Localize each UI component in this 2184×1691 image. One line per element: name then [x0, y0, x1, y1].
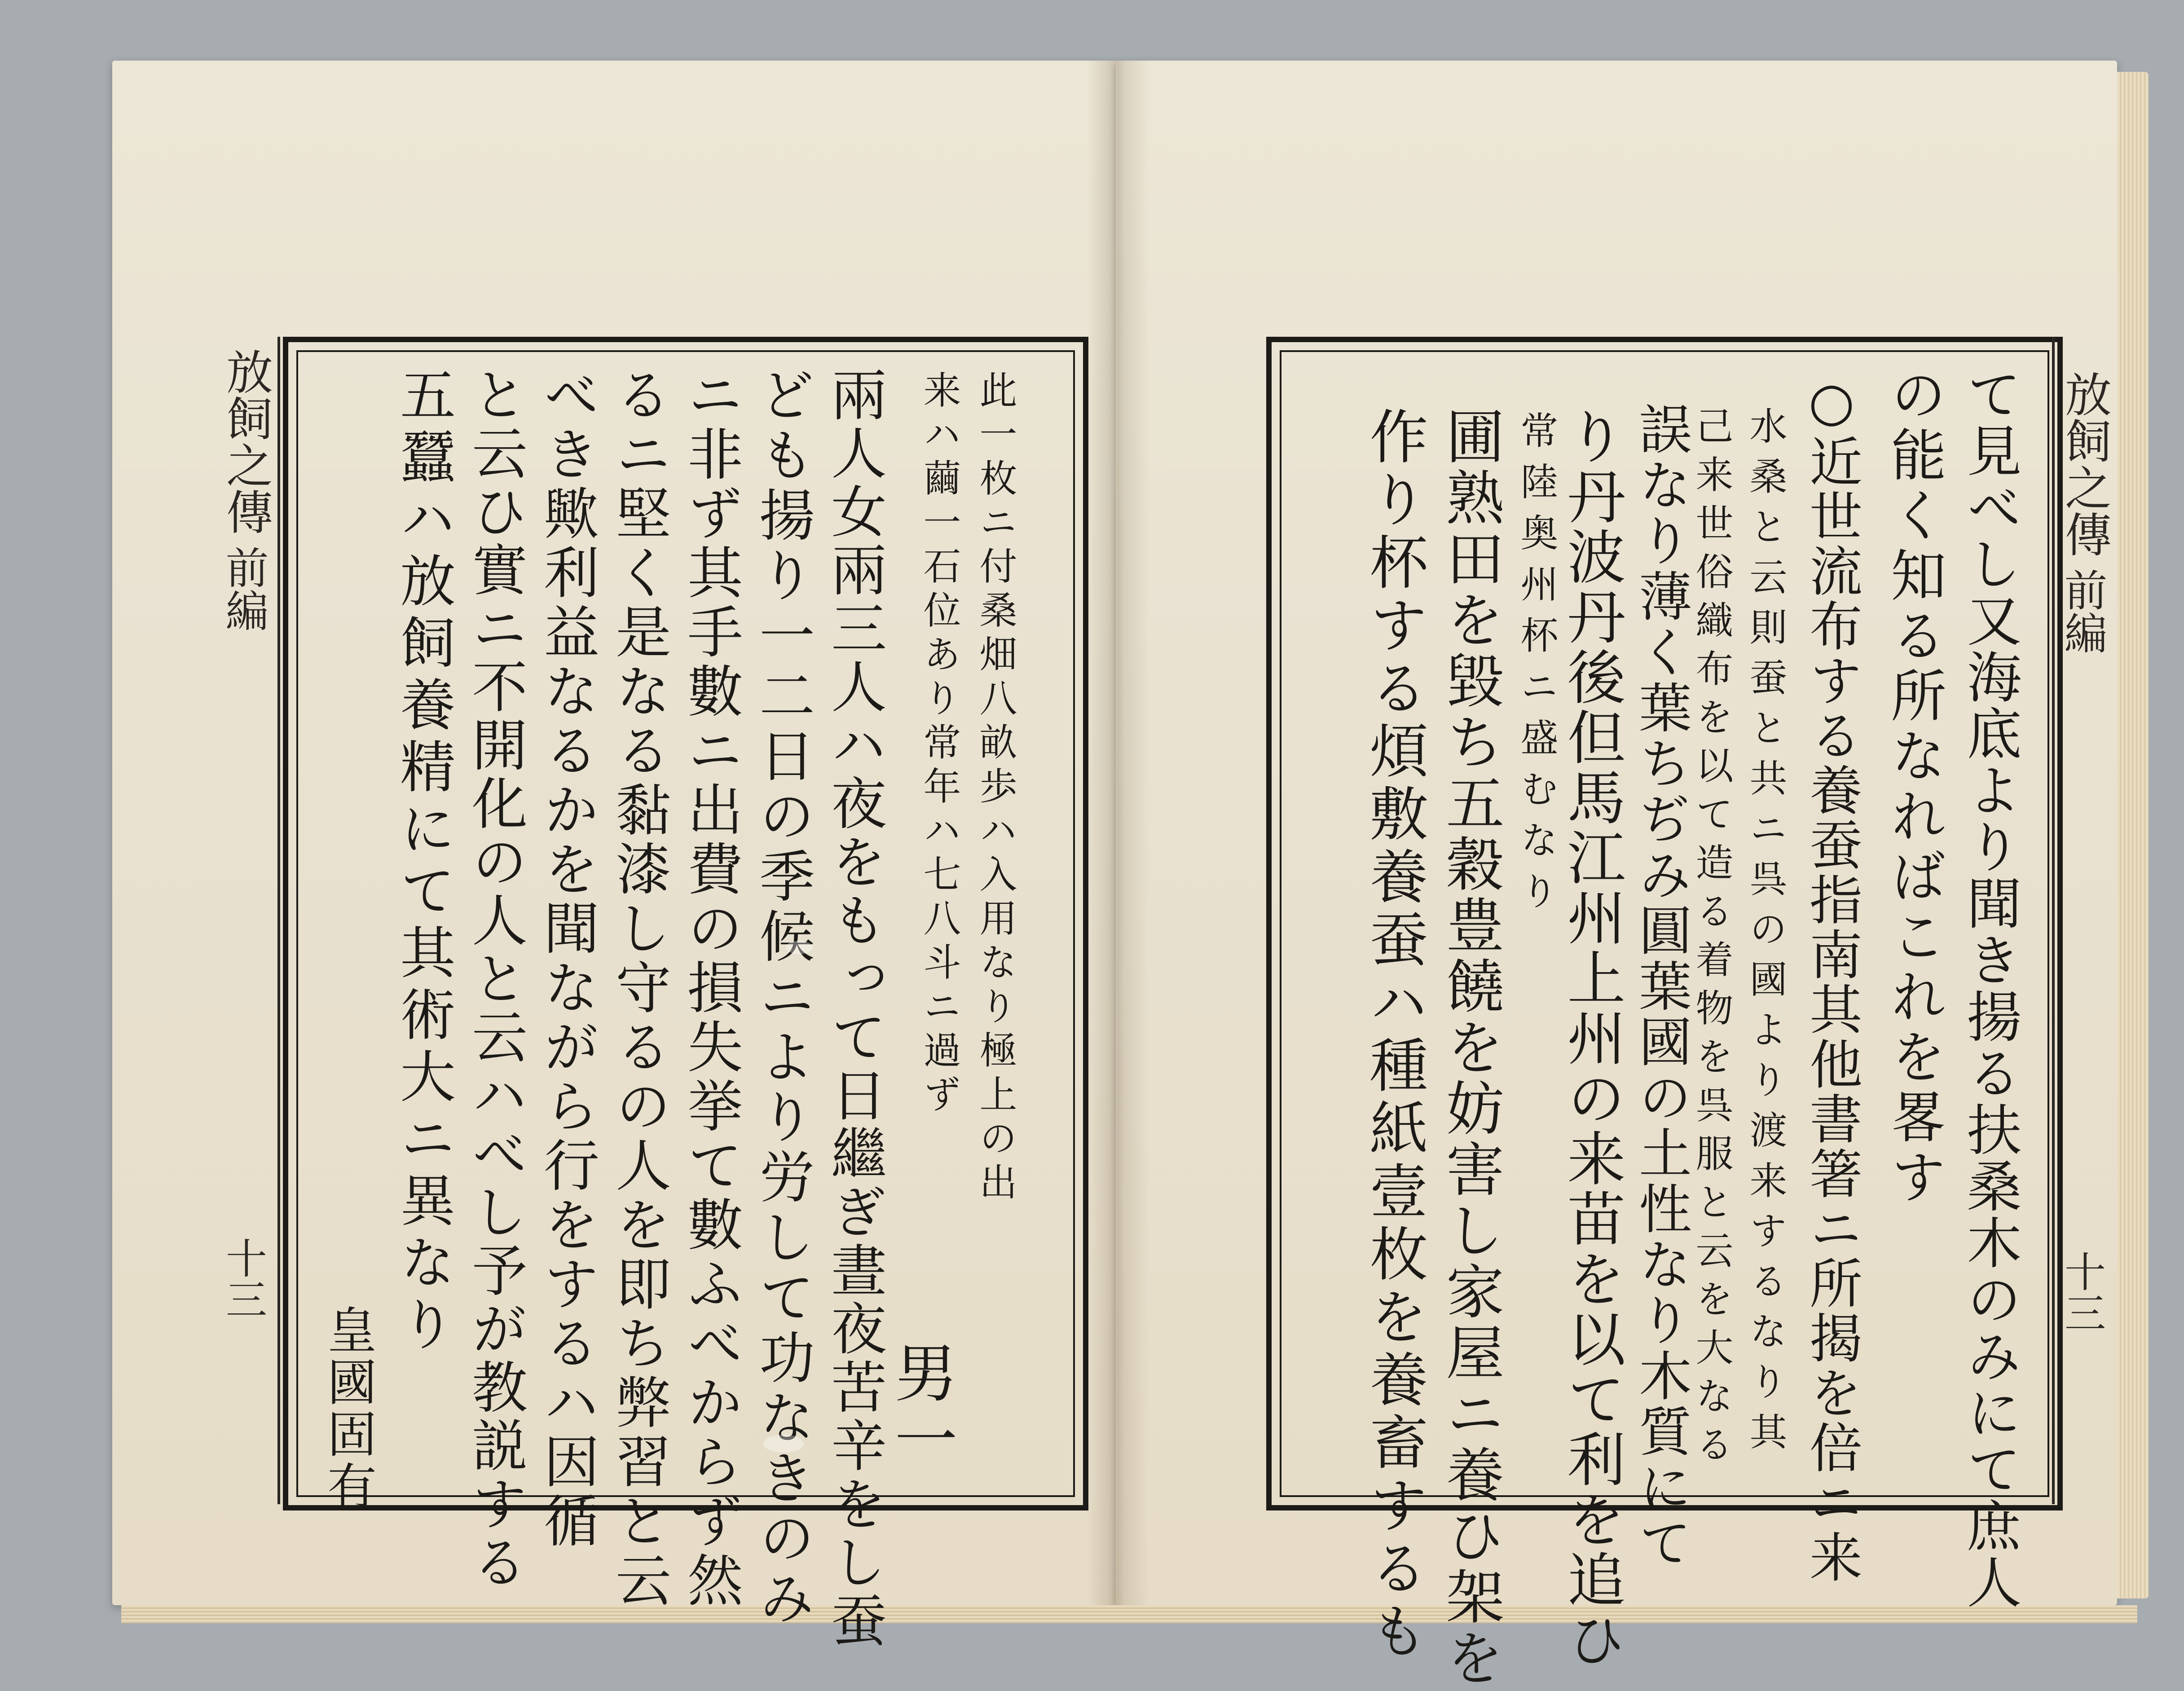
left-col-2: 来ハ繭一石位あり常年ハ七八斗ニ過ず	[917, 370, 961, 1119]
right-col-9: 圃熟田を毀ち五穀豊饒を妨害し家屋ニ養ひ架を	[1436, 406, 1505, 1689]
left-page-number: 十三	[219, 1237, 267, 1320]
left-col-9: 五蠶ハ放飼養精にて其術大ニ異なり	[391, 366, 455, 1357]
left-col-3: 兩人女兩三人ハ夜をもって日繼ぎ晝夜苦辛をし蚕	[822, 366, 886, 1650]
right-col-2: の能く知る所なればこれを畧す	[1881, 366, 1946, 1208]
left-margin-title: 放飼之傳	[218, 348, 273, 535]
right-col-3: ○近世流布する養蚕指南其他書箸ニ所揭を倍ニ来	[1801, 370, 1863, 1585]
right-col-7: り丹波丹後但馬江州上州の来苗を以て利を追ひ	[1558, 406, 1626, 1670]
right-col-1: て見べし又海底より聞き揚る扶桑木のみにて庶人	[1958, 366, 2021, 1611]
right-page-number: 十三	[2058, 1251, 2106, 1333]
right-col-8: 常陸奥州杯ニ盛むなり	[1515, 411, 1559, 923]
paper-blemish	[763, 1435, 804, 1453]
right-col-10: 作り杯する煩敷養蚕ハ種紙壹枚を養畜するも	[1360, 406, 1428, 1664]
right-col-5: 己来世俗織布を以て造る着物を呉服と云を大なる	[1690, 406, 1734, 1473]
left-col-5: ニ非ず其手數ニ出費の損失挙て數ふべからず然	[678, 366, 743, 1611]
open-book	[112, 61, 2146, 1689]
left-col-10: 皇國固有	[319, 1304, 377, 1513]
right-col-6: 誤なり薄く葉ちぢみ圓葉國の土性なり木質にて	[1630, 402, 1692, 1571]
left-end-mark: 男一	[884, 1340, 957, 1473]
right-margin-rule	[2052, 337, 2055, 1504]
left-margin-rule	[277, 337, 280, 1504]
left-col-4: ども揚り一二日の季候ニより労して功なきのみ	[750, 366, 815, 1629]
paper-blemish	[786, 941, 813, 954]
bottom-edge	[121, 1605, 2137, 1623]
left-col-1: 此一枚ニ付桑畑八畝歩ハ入用なり極上の出	[973, 370, 1017, 1207]
left-margin-section: 前編	[219, 546, 269, 632]
right-margin-section: 前編	[2057, 568, 2108, 654]
left-col-6: るニ堅く是なる黏漆し守るの人を即ち弊習と云	[606, 366, 671, 1611]
fore-edge	[2117, 72, 2149, 1599]
right-col-4: 水桑と云則蚕と共ニ呉の國より渡来するなり其	[1744, 406, 1788, 1462]
book-gutter	[1087, 61, 1149, 1605]
left-col-7: べき歟利益なるかを聞ながら行をするハ因循	[534, 366, 599, 1551]
right-margin-title: 放飼之傳	[2057, 370, 2112, 557]
left-col-8: と云ひ實ニ不開化の人と云ハべし予が教説する	[462, 366, 527, 1592]
